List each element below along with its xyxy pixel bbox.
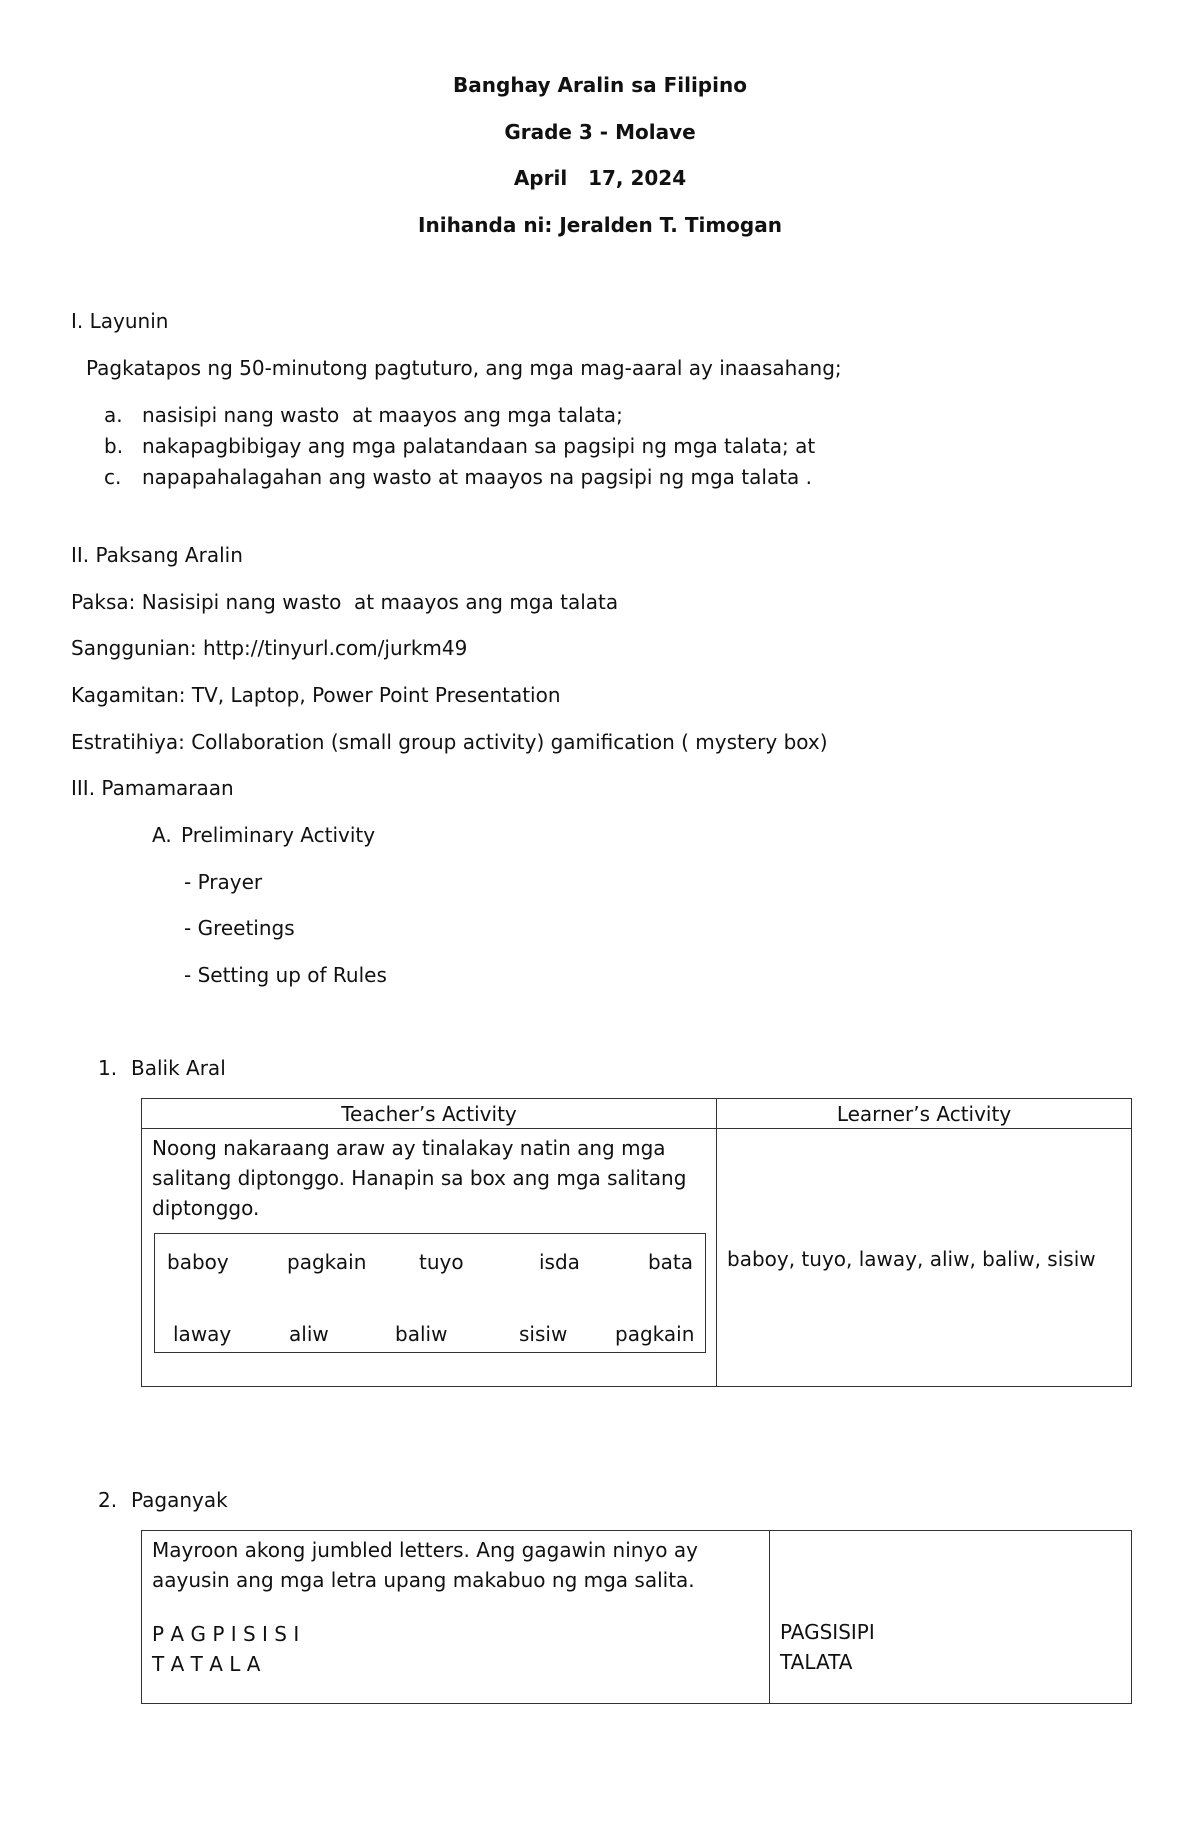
preliminary-item-prayer: - Prayer xyxy=(184,870,263,894)
word-cell: aliw xyxy=(289,1322,329,1346)
preliminary-item-greetings: - Greetings xyxy=(184,916,295,940)
layunin-intro: Pagkatapos ng 50-minutong pagtuturo, ang mga mag-aaral ay inaasahang; xyxy=(86,356,842,380)
objective-b-text: nakapagbibigay ang mga palatandaan sa pagsipi ng mga talata; at xyxy=(142,434,816,458)
balik-aral-marker: 1. xyxy=(98,1056,118,1080)
balik-aral-table xyxy=(141,1098,1132,1387)
word-cell: baliw xyxy=(395,1322,448,1346)
learner-activity-header: Learner’s Activity xyxy=(717,1099,1132,1129)
paksang-aralin-heading: II. Paksang Aralin xyxy=(71,543,243,567)
preliminary-label: Preliminary Activity xyxy=(181,823,376,847)
word-cell: baboy xyxy=(167,1250,229,1274)
diptonggo-word-box xyxy=(154,1233,706,1353)
preliminary-item-rules: - Setting up of Rules xyxy=(184,963,387,987)
word-cell: isda xyxy=(539,1250,580,1274)
learner-activity-cell xyxy=(717,1129,1132,1387)
document-title: Banghay Aralin sa Filipino xyxy=(453,73,747,97)
word-cell: pagkain xyxy=(287,1250,367,1274)
paganyak-marker: 2. xyxy=(98,1488,118,1512)
preliminary-marker: A. xyxy=(152,823,172,847)
answer-word-2: TALATA xyxy=(780,1650,853,1674)
word-cell: laway xyxy=(173,1322,232,1346)
balik-aral-answer: baboy, tuyo, laway, aliw, baliw, sisiw xyxy=(727,1247,1096,1271)
sanggunian-line: Sanggunian: http://tinyurl.com/jurkm49 xyxy=(71,636,468,660)
paganyak-label: Paganyak xyxy=(131,1488,228,1512)
objective-b-marker: b. xyxy=(104,434,124,458)
layunin-heading: I. Layunin xyxy=(71,309,169,333)
grade-section: Grade 3 - Molave xyxy=(504,120,696,144)
pamamaraan-heading: III. Pamamaraan xyxy=(71,776,234,800)
objective-a-marker: a. xyxy=(104,403,123,427)
balik-aral-instruction: Noong nakaraang araw ay tinalakay natin ang mga salitang diptonggo. Hanapin sa box ang mga salitang diptonggo. xyxy=(152,1136,687,1220)
teacher-activity-cell xyxy=(142,1129,717,1387)
word-cell: sisiw xyxy=(519,1322,568,1346)
balik-aral-label: Balik Aral xyxy=(131,1056,226,1080)
objective-c-text: napapahalagahan ang wasto at maayos na pagsipi ng mga talata . xyxy=(142,465,813,489)
answer-word-1: PAGSISIPI xyxy=(780,1620,875,1644)
lesson-date: April 17, 2024 xyxy=(513,166,687,190)
teacher-activity-header: Teacher’s Activity xyxy=(142,1099,717,1129)
prepared-by: Inihanda ni: Jeralden T. Timogan xyxy=(418,213,782,237)
paganyak-instruction: Mayroon akong jumbled letters. Ang gagawin ninyo ay aayusin ang mga letra upang makabuo ng mga salita. xyxy=(152,1538,698,1592)
jumbled-word-1: P A G P I S I S I xyxy=(152,1622,300,1646)
kagamitan-line: Kagamitan: TV, Laptop, Power Point Presentation xyxy=(71,683,561,707)
paksa-line: Paksa: Nasisipi nang wasto at maayos ang mga talata xyxy=(71,590,619,614)
objective-a-text: nasisipi nang wasto at maayos ang mga talata; xyxy=(142,403,623,427)
jumbled-word-2: T A T A L A xyxy=(152,1652,261,1676)
objective-c-marker: c. xyxy=(104,465,122,489)
word-cell: bata xyxy=(647,1250,693,1274)
paganyak-learner-cell xyxy=(770,1531,1132,1704)
word-cell: pagkain xyxy=(615,1322,695,1346)
paganyak-teacher-cell xyxy=(142,1531,770,1704)
word-cell: tuyo xyxy=(419,1250,464,1274)
estratihiya-line: Estratihiya: Collaboration (small group activity) gamification ( mystery box) xyxy=(71,730,828,754)
paganyak-table xyxy=(141,1530,1132,1704)
